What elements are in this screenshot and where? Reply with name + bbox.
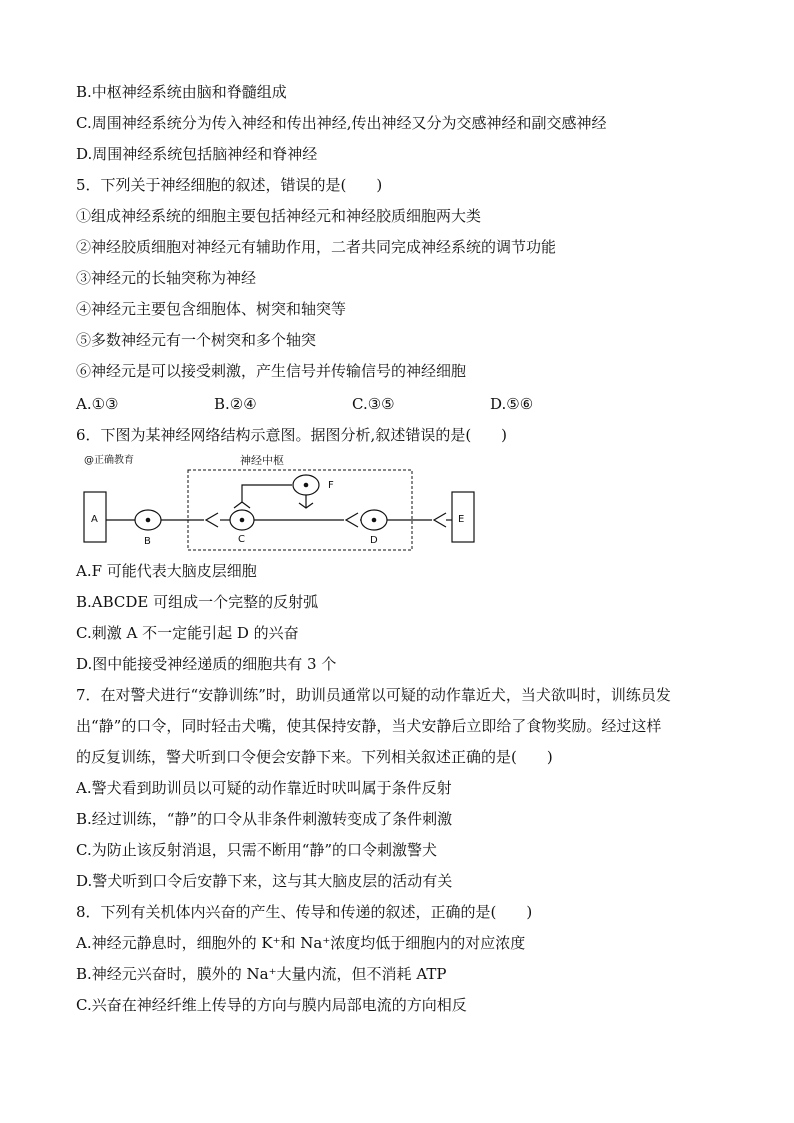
neural-network-diagram	[80, 448, 480, 558]
q6-stem: 6．下图为某神经网络结构示意图。据图分析,叙述错误的是( )	[76, 426, 508, 444]
q6-option-b: B.ABCDE 可组成一个完整的反射弧	[76, 593, 319, 611]
q5-statement-2: ②神经胶质细胞对神经元有辅助作用，二者共同完成神经系统的调节功能	[76, 238, 557, 256]
q7-stem-line-3: 的反复训练，警犬听到口令便会安静下来。下列相关叙述正确的是( )	[76, 748, 553, 766]
q7-option-c: C.为防止该反射消退，只需不断用“静”的口令刺激警犬	[76, 841, 438, 859]
label-d: D	[370, 535, 378, 546]
fiber-c-to-f	[242, 485, 292, 502]
neuron-d-nucleus	[372, 518, 377, 523]
neuron-c-nucleus	[240, 518, 245, 523]
neuron-f-nucleus	[304, 483, 309, 488]
q5-stem: 5．下列关于神经细胞的叙述，错误的是( )	[76, 176, 383, 194]
label-f: F	[328, 480, 334, 491]
q5-statement-5: ⑤多数神经元有一个树突和多个轴突	[76, 331, 317, 349]
q5-statement-3: ③神经元的长轴突称为神经	[76, 269, 257, 287]
q4-option-b: B.中枢神经系统由脑和脊髓组成	[76, 83, 287, 101]
q7-option-a: A.警犬看到助训员以可疑的动作靠近时吠叫属于条件反射	[76, 779, 452, 797]
q4-option-c: C.周围神经系统分为传入神经和传出神经,传出神经又分为交感神经和副交感神经	[76, 114, 607, 132]
q5-options	[76, 394, 696, 414]
synapse-d-e	[434, 513, 446, 527]
synapse-c-d	[346, 513, 358, 527]
q7-option-b: B.经过训练，“静”的口令从非条件刺激转变成了条件刺激	[76, 810, 453, 828]
label-a: A	[91, 514, 98, 525]
q5-statement-1: ①组成神经系统的细胞主要包括神经元和神经胶质细胞两大类	[76, 207, 482, 225]
q5-option-a: A.①③	[76, 395, 119, 413]
neuron-b-nucleus	[146, 518, 151, 523]
q8-option-c: C.兴奋在神经纤维上传导的方向与膜内局部电流的方向相反	[76, 996, 467, 1014]
q7-stem-line-1: 7．在对警犬进行“安静训练”时，助训员通常以可疑的动作靠近犬，当犬欲叫时，训练员发	[76, 686, 671, 704]
q7-stem-line-2: 出“静”的口令，同时轻击犬嘴，使其保持安静，当犬安静后立即给了食物奖励。经过这样	[76, 717, 662, 735]
label-b: B	[144, 536, 151, 547]
q5-option-d: D.⑤⑥	[490, 395, 534, 413]
q7-option-d: D.警犬听到口令后安静下来，这与其大脑皮层的活动有关	[76, 872, 453, 890]
q5-option-b: B.②④	[214, 395, 257, 413]
q8-option-b: B.神经元兴奋时，膜外的 Na⁺大量内流，但不消耗 ATP	[76, 965, 447, 983]
synapse-f-c	[234, 502, 250, 508]
neural-network-figure	[80, 448, 480, 558]
q6-option-d: D.图中能接受神经递质的细胞共有 3 个	[76, 655, 337, 673]
center-label: 神经中枢	[240, 454, 284, 467]
q6-option-a: A.F 可能代表大脑皮层细胞	[76, 562, 257, 580]
q8-option-a: A.神经元静息时，细胞外的 K⁺和 Na⁺浓度均低于细胞内的对应浓度	[76, 934, 526, 952]
q5-option-c: C.③⑤	[352, 395, 395, 413]
label-e: E	[458, 514, 465, 525]
q6-option-c: C.刺激 A 不一定能引起 D 的兴奋	[76, 624, 299, 642]
figure-watermark: @正确教育	[84, 455, 134, 466]
q8-stem: 8．下列有关机体内兴奋的产生、传导和传递的叙述，正确的是( )	[76, 903, 533, 921]
label-c: C	[238, 534, 245, 545]
q4-option-d: D.周围神经系统包括脑神经和脊神经	[76, 145, 318, 163]
q5-statement-4: ④神经元主要包含细胞体、树突和轴突等	[76, 300, 347, 318]
synapse-b-c	[206, 513, 218, 527]
q5-statement-6: ⑥神经元是可以接受刺激，产生信号并传输信号的神经细胞	[76, 362, 467, 380]
